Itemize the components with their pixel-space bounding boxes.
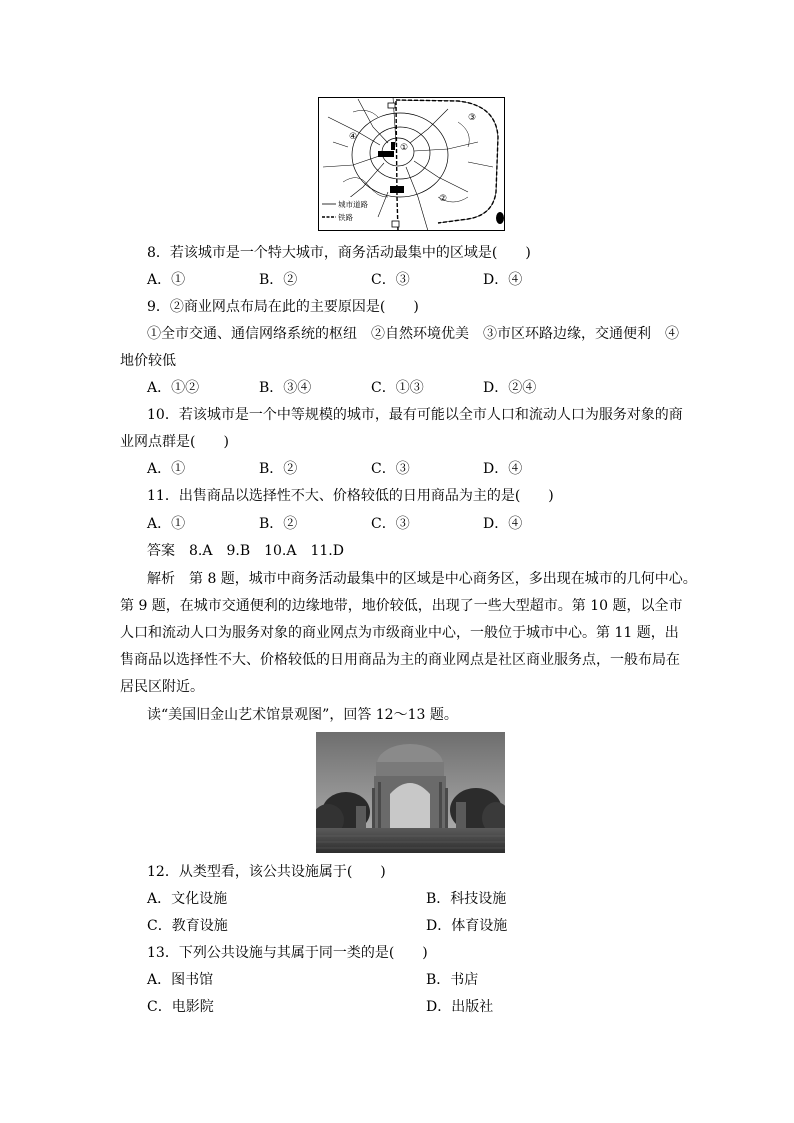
legend-rail-label: 铁路 (338, 213, 353, 222)
analysis-line5: 居民区附近。 (120, 679, 204, 695)
q8-option-a: A．① (147, 272, 186, 288)
analysis-text-1: 第 8 题，城市中商务活动最集中的区域是中心商务区，多出现在城市的几何中心。 (189, 571, 697, 587)
q11-option-c: C．③ (371, 516, 410, 532)
q8-stem: 8．若该城市是一个特大城市，商务活动最集中的区域是( ) (147, 245, 531, 261)
answer-text: 8.A 9.B 10.A 11.D (189, 543, 344, 559)
q11-option-d: D．④ (483, 516, 523, 532)
q11-option-a: A．① (147, 516, 186, 532)
analysis-line4: 售商品以选择性不大、价格较低的日用商品为主的商业网点是社区商业服务点，一般布局在 (120, 652, 680, 668)
answer-label: 答案 (147, 543, 175, 559)
q9-statements-line2: 地价较低 (120, 353, 176, 369)
q10-option-d: D．④ (483, 461, 523, 477)
q8-option-c: C．③ (371, 272, 410, 288)
map-label-1: ① (400, 143, 409, 153)
city-map-figure (318, 97, 505, 231)
q13-option-a: A．图书馆 (147, 972, 214, 988)
q10-option-c: C．③ (371, 461, 410, 477)
q9-statements-line1: ①全市交通、通信网络系统的枢纽 ②自然环境优美 ③市区环路边缘，交通便利 ④ (147, 326, 679, 342)
map-label-3: ③ (468, 113, 477, 123)
q12-option-a: A．文化设施 (147, 891, 228, 907)
q12-stem: 12．从类型看，该公共设施属于( ) (147, 864, 386, 880)
q12-option-b: B．科技设施 (426, 891, 507, 907)
q9-option-d: D．②④ (483, 380, 537, 396)
q13-option-b: B．书店 (426, 972, 479, 988)
answer-line (147, 542, 344, 560)
q10-option-a: A．① (147, 461, 186, 477)
q11-option-b: B．② (259, 516, 298, 532)
analysis-label: 解析 (147, 571, 175, 587)
analysis-line3: 人口和流动人口为服务对象的商业网点为市级商业中心，一般位于城市中心。第 11 题，出 (120, 625, 679, 641)
q9-option-a: A．①② (147, 380, 200, 396)
analysis-line2: 第 9 题，在城市交通便利的边缘地带，地价较低，出现了一些大型超市。第 10 题，以全市 (120, 598, 683, 614)
q13-stem: 13．下列公共设施与其属于同一类的是( ) (147, 945, 428, 961)
intro-text: 读“美国旧金山艺术馆景观图”，回答 12～13 题。 (147, 707, 458, 723)
q9-option-c: C．①③ (371, 380, 424, 396)
q8-option-b: B．② (259, 272, 298, 288)
q12-option-c: C．教育设施 (147, 918, 228, 934)
q9-option-b: B．③④ (259, 380, 312, 396)
q10-option-b: B．② (259, 461, 298, 477)
q10-stem-line2: 业网点群是( ) (120, 434, 229, 450)
map-label-4: ④ (349, 132, 358, 142)
q10-stem-line1: 10．若该城市是一个中等规模的城市，最有可能以全市人口和流动人口为服务对象的商 (147, 407, 683, 423)
q13-option-d: D．出版社 (426, 999, 494, 1015)
q11-stem: 11．出售商品以选择性不大、价格较低的日用商品为主的是( ) (147, 488, 554, 504)
analysis-line1 (147, 570, 697, 588)
q8-option-d: D．④ (483, 272, 523, 288)
palace-of-fine-arts-photo (316, 732, 505, 853)
q9-stem: 9．②商业网点布局在此的主要原因是( ) (147, 299, 419, 315)
q13-option-c: C．电影院 (147, 999, 214, 1015)
map-label-2: ② (439, 194, 448, 204)
q12-option-d: D．体育设施 (426, 918, 508, 934)
legend-road-label: 城市道路 (338, 200, 368, 209)
